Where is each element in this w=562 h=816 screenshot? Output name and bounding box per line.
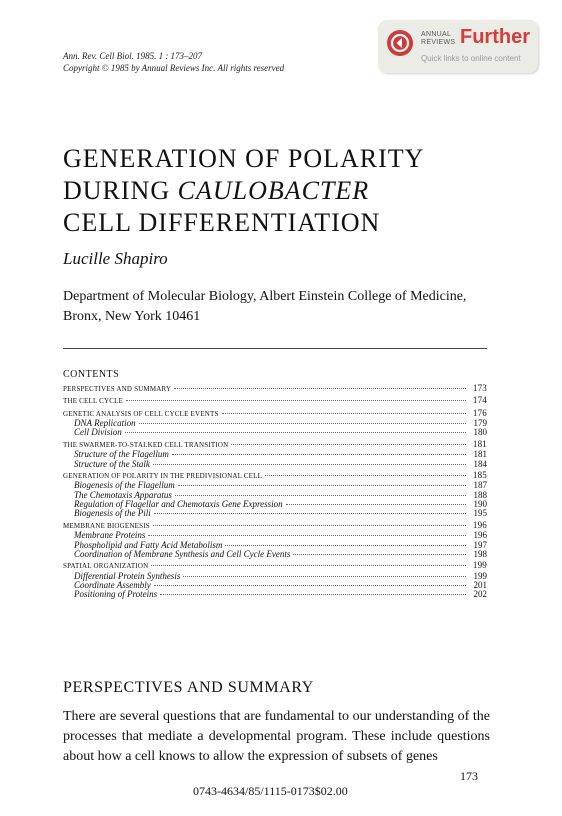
toc-leader-dots [139,423,466,424]
toc-leader-dots [151,565,466,566]
toc-leader-dots [265,475,466,476]
toc-entry-page: 195 [473,508,487,519]
annual-reviews-wordmark [421,31,455,47]
toc-entry-page: 188 [473,489,487,500]
reviews-text: REVIEWS [421,39,456,46]
toc-entry-label: Structure of the Stalk [74,458,150,469]
title-line-2-italic: CAULOBACTER [177,176,370,205]
toc-entry-label: Structure of the Flagellum [74,449,169,460]
toc-entry-label: THE SWARMER-TO-STALKED CELL TRANSITION [63,440,229,449]
footer-code: 0743-4634/85/1115-0173$02.00 [193,784,348,798]
toc-entry-label: MEMBRANE BIOGENESIS [63,521,150,530]
toc-leader-dots [174,388,466,389]
toc-entry-label: Cell Division [74,427,122,438]
toc-entry-label: THE CELL CYCLE [63,397,124,406]
toc-entry-label: GENERATION OF POLARITY IN THE PREDIVISIONAL CELL [63,471,263,480]
title-line-1: GENERATION OF POLARITY [63,144,425,173]
toc-leader-dots [148,535,466,536]
toc-leader-dots [293,554,466,555]
author-affiliation: Department of Molecular Biology, Albert Einstein College of Medicine, Bronx, New York 10461 [63,289,467,324]
toc-subsection-row [63,428,487,437]
toc-entry-page: 180 [473,427,487,438]
toc-entry-label: SPATIAL ORGANIZATION [63,562,149,571]
toc-entry-page: 181 [472,438,487,449]
toc-leader-dots [160,594,466,595]
title-line-2-prefix: DURING [63,176,178,205]
toc-entry-label: Regulation of Flagellar and Chemotaxis Gene Expression [74,499,283,510]
toc-leader-dots [225,545,466,546]
toc-leader-dots [154,513,466,514]
toc-subsection-row [63,509,487,518]
toc-leader-dots [153,525,466,526]
toc-entry-label: PERSPECTIVES AND SUMMARY [63,385,172,393]
toc-leader-dots [126,400,466,401]
further-title: Further [460,26,530,48]
copyright-line: Copyright © 1985 by Annual Reviews Inc. All rights reserved [63,63,285,73]
toc-leader-dots [172,454,466,455]
toc-leader-dots [175,495,466,496]
toc-leader-dots [231,444,466,445]
toc-entry-page: 196 [473,530,487,541]
toc-entry-label: Membrane Proteins [74,530,146,541]
toc-entry-page: 185 [472,469,487,480]
toc-entry-page: 176 [472,407,487,418]
toc-entry-label: GENETIC ANALYSIS OF CELL CYCLE EVENTS [63,409,219,418]
toc-entry-label: Phospholipid and Fatty Acid Metabolism [74,539,223,550]
toc-entry-page: 181 [473,449,487,460]
toc-entry-page: 179 [473,418,487,428]
toc-entry-label: The Chemotaxis Apparatus [74,489,172,500]
further-banner[interactable] [378,20,538,73]
toc-subsection-row [63,419,487,428]
toc-subsection-row [63,460,487,469]
toc-entry-label: Positioning of Proteins [74,589,158,600]
section-heading: PERSPECTIVES AND SUMMARY [63,679,314,696]
toc-entry-label: Biogenesis of the Pili [74,508,151,519]
toc-leader-dots [178,485,466,486]
body-paragraph: There are several questions that are fundamental to our understanding of the processes that mediate a developmental program. These include questions about how a cell knows to allow the expression of subsets of genes [63,709,490,764]
toc-entry-page: 198 [473,548,487,559]
title-line-3: CELL DIFFERENTIATION [63,208,381,237]
toc-entry-page: 190 [473,499,487,510]
toc-entry-page: 202 [473,589,487,600]
toc-entry-label: Differential Protein Synthesis [74,570,181,581]
toc-leader-dots [222,413,466,414]
annual-text: ANNUAL [421,31,452,38]
toc-entry-page: 184 [473,458,487,469]
toc-entry-label: Coordination of Membrane Synthesis and Cell Cycle Events [74,548,291,559]
toc-entry-label: Coordinate Assembly [74,580,151,591]
toc-leader-dots [183,576,466,577]
toc-leader-dots [154,585,466,586]
toc-entry-page: 196 [472,519,487,530]
annual-reviews-logo-icon [387,30,413,56]
toc-section-row [63,396,487,406]
further-subtitle: Quick links to online content [421,54,521,63]
contents-heading: CONTENTS [63,369,120,380]
page-number: 173 [460,769,478,783]
author-name: Lucille Shapiro [63,249,168,268]
article-title [63,143,424,239]
toc-leader-dots [153,464,466,465]
journal-line: Ann. Rev. Cell Biol. 1985. 1 : 173–207 [63,51,203,61]
toc-leader-dots [286,504,466,505]
toc-entry-page: 199 [472,560,487,571]
toc-section-row [63,384,487,394]
toc-subsection-row [63,590,487,599]
journal-citation [63,50,284,74]
toc-entry-page: 199 [473,570,487,581]
toc-entry-label: DNA Replication [74,418,136,428]
toc-leader-dots [125,432,466,433]
table-of-contents [63,384,487,600]
toc-entry-page: 173 [472,383,487,393]
toc-subsection-row [63,550,487,559]
toc-entry-page: 201 [473,580,487,591]
toc-entry-page: 174 [472,395,487,406]
toc-entry-page: 197 [473,539,487,550]
divider [63,348,487,349]
title-line-2 [63,175,424,207]
toc-entry-label: Biogenesis of the Flagellum [74,480,175,491]
toc-entry-page: 187 [473,480,487,491]
